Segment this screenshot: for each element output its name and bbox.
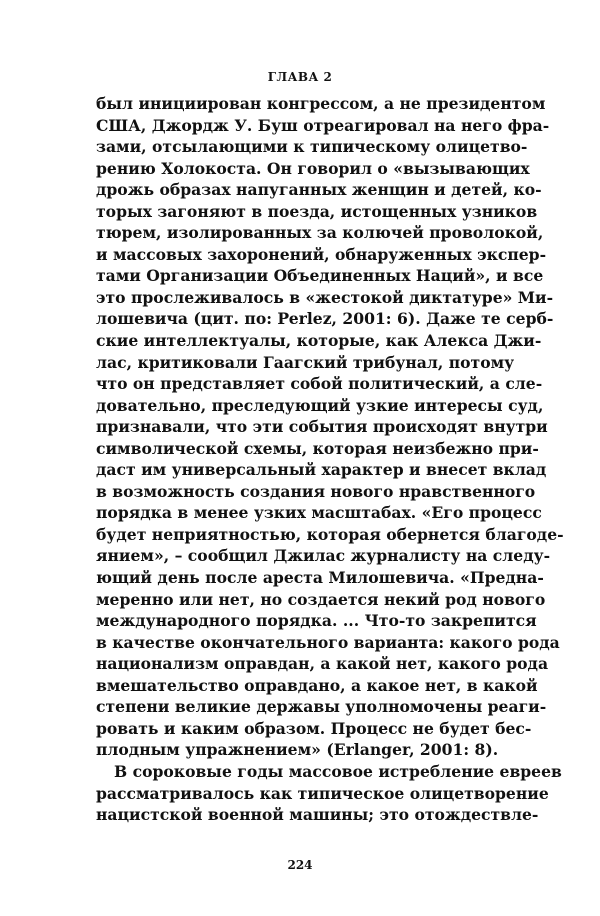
text-line: довательно, преследующий узкие интересы суд, — [96, 395, 544, 415]
text-line: США, Джордж У. Буш отреагировал на него фра- — [96, 115, 550, 135]
paragraph — [96, 761, 562, 826]
text-line: плодным упражнением» (Erlanger, 2001: 8). — [96, 740, 499, 760]
text-line: был инициирован конгрессом, а не президентом — [96, 94, 546, 113]
text-line: вмешательство оправдано, а какое нет, в какой — [96, 675, 538, 695]
text-line: международного порядка. ... Что-то закрепится — [96, 611, 537, 631]
text-line: рассматривалось как типическое олицетворение — [96, 783, 549, 803]
text-line: дрожь образах напуганных женщин и детей, ко- — [96, 180, 542, 200]
text-line: в возможность создания нового нравственного — [96, 481, 536, 501]
text-line: торых загоняют в поезда, истощенных узников — [96, 201, 538, 221]
text-line: это прослеживалось в «жестокой диктатуре» Ми- — [96, 287, 554, 307]
text-line: лошевича (цит. по: Perlez, 2001: 6). Даже те серб- — [96, 309, 554, 329]
text-line: что он представляет собой политический, а сле- — [96, 374, 543, 394]
text-line: будет неприятностью, которая обернется благоде- — [96, 524, 564, 544]
text-line: меренно или нет, но создается некий род нового — [96, 589, 546, 609]
text-line: зами, отсылающими к типическому олицетво- — [96, 137, 528, 157]
text-line: ские интеллектуалы, которые, как Алекса Джи- — [96, 331, 542, 351]
text-line: ровать и каким образом. Процесс не будет бес- — [96, 718, 532, 738]
text-line: в качестве окончательного варианта: какого рода — [96, 632, 560, 652]
text-line: даст им универсальный характер и внесет вклад — [96, 460, 547, 480]
text-line: национализм оправдан, а какой нет, какого рода — [96, 654, 549, 674]
text-line: янием», – сообщил Джилас журналисту на следу- — [96, 546, 551, 566]
paragraph — [96, 93, 564, 761]
chapter-header: ГЛАВА 2 — [267, 70, 333, 84]
text-line: и массовых захоронений, обнаруженных экспер- — [96, 244, 547, 264]
text-line: В сороковые годы массовое истребление евреев — [114, 761, 562, 781]
body-text — [96, 93, 564, 826]
text-line: порядка в менее узких масштабах. «Его процесс — [96, 503, 542, 523]
text-line: степени великие державы уполномочены реаги- — [96, 697, 547, 717]
text-line: символической схемы, которая неизбежно при- — [96, 438, 539, 458]
text-line: лас, критиковали Гаагский трибунал, потому — [96, 352, 515, 372]
text-line: признавали, что эти события происходят внутри — [96, 417, 548, 437]
text-line: нацистской военной машины; это отождествле- — [96, 805, 539, 825]
text-line: тюрем, изолированных за колючей проволокой, — [96, 223, 544, 243]
text-line: рению Холокоста. Он говорил о «вызывающих — [96, 158, 530, 178]
page-number: 224 — [287, 858, 313, 872]
text-line: ющий день после ареста Милошевича. «Предна- — [96, 568, 544, 588]
text-line: тами Организации Объединенных Наций», и все — [96, 266, 544, 286]
